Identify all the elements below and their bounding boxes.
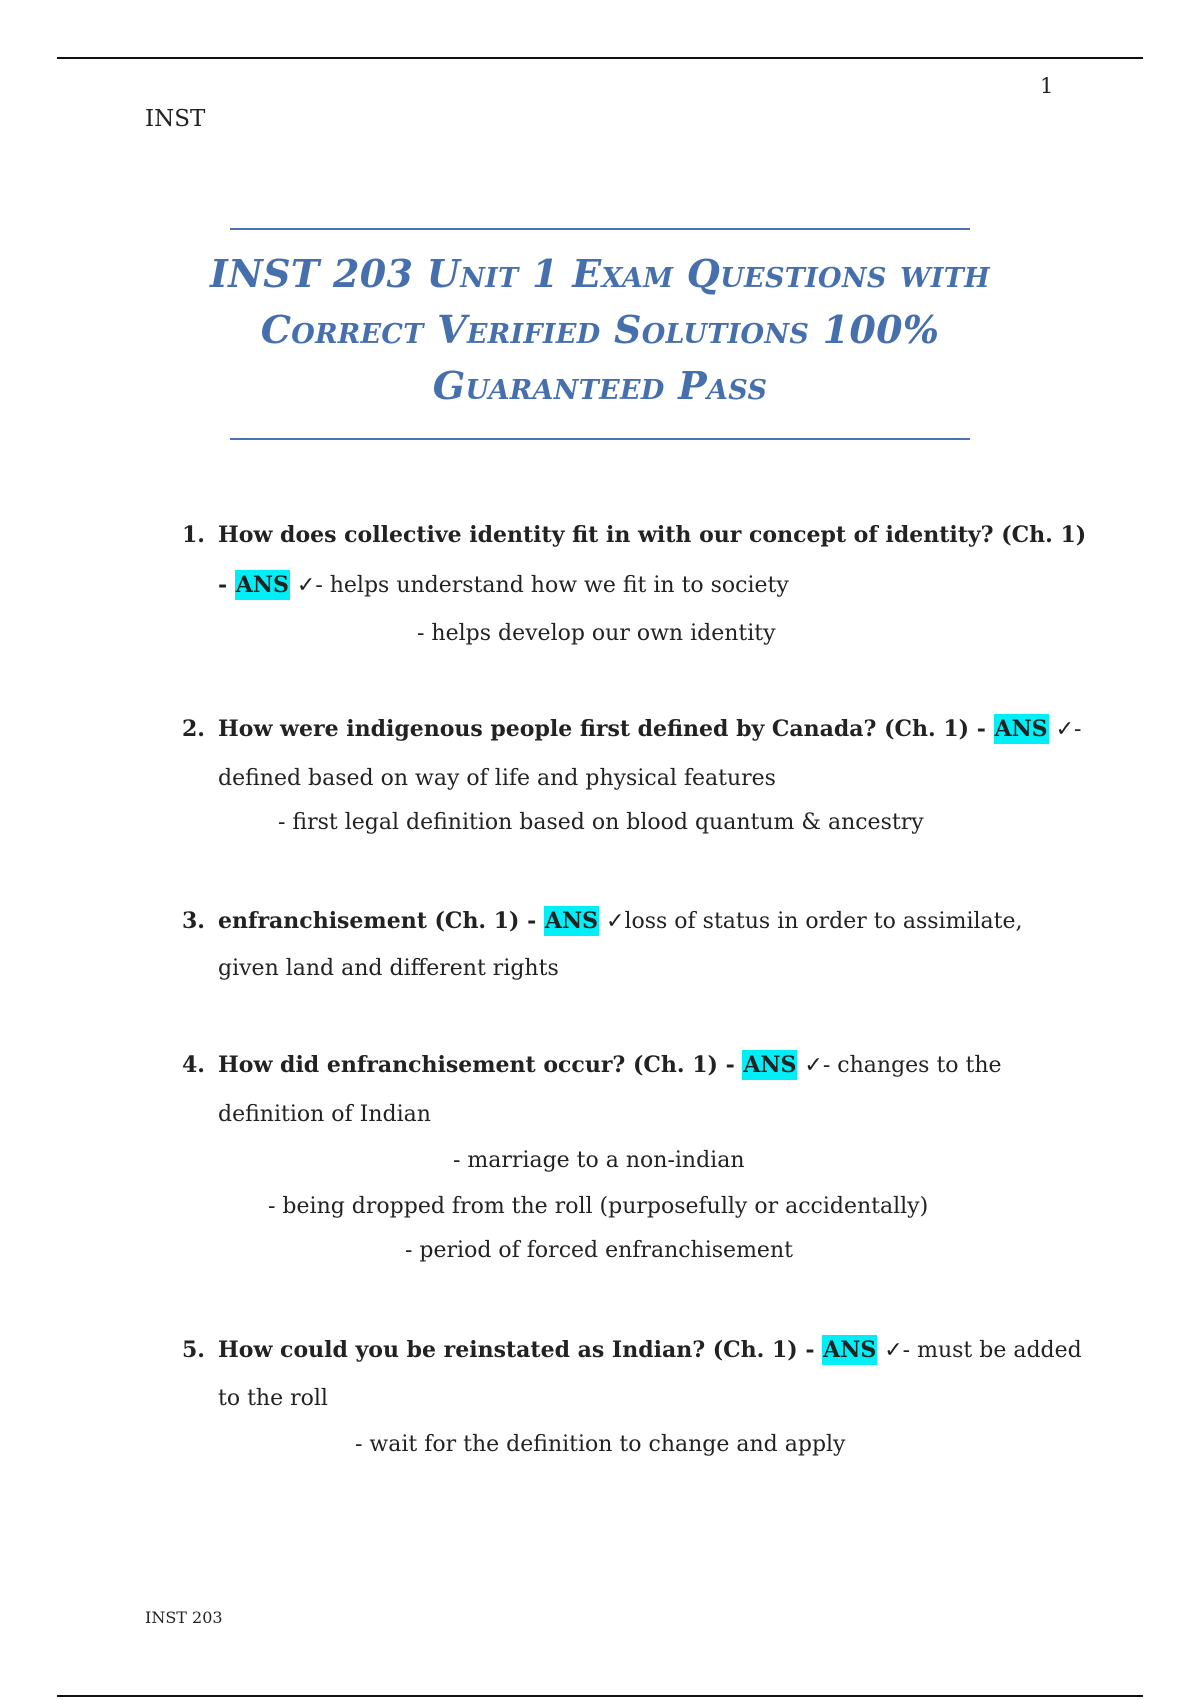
- question-line: [218, 1052, 1002, 1078]
- check-mark-icon: ✓: [877, 1338, 903, 1363]
- answer-text: defined based on way of life and physical features: [218, 766, 776, 791]
- title-line-3: Guaranteed Pass: [432, 363, 768, 408]
- document-title: [180, 246, 1020, 414]
- question-text: How does collective identity fit in with our concept of identity? (Ch. 1): [218, 522, 1087, 548]
- question-line: [218, 716, 1081, 742]
- check-mark-icon: ✓-: [1048, 717, 1082, 742]
- page-bottom-rule: [57, 1695, 1143, 1697]
- running-header: INST: [145, 106, 206, 132]
- answer-subline: - wait for the definition to change and apply: [355, 1432, 846, 1457]
- ans-badge: ANS: [743, 1052, 797, 1078]
- page-top-rule: [57, 57, 1143, 59]
- question-number: 5.: [182, 1337, 205, 1363]
- running-footer: INST 203: [145, 1608, 223, 1627]
- answer-text: definition of Indian: [218, 1102, 431, 1127]
- check-mark-icon: ✓: [797, 1053, 823, 1078]
- answer-text: to the roll: [218, 1386, 328, 1411]
- answer-subline: - marriage to a non-indian: [453, 1148, 745, 1173]
- answer-text: - helps understand how we fit in to society: [315, 573, 789, 598]
- title-line-2: Correct Verified Solutions 100%: [260, 307, 940, 352]
- title-line-1: INST 203 Unit 1 Exam Questions with: [210, 251, 990, 296]
- answer-subline: - being dropped from the roll (purposefully or accidentally): [268, 1194, 929, 1219]
- ans-badge: ANS: [994, 716, 1048, 742]
- question-number: 1.: [182, 522, 205, 548]
- answer-subline: - period of forced enfranchisement: [405, 1238, 793, 1263]
- check-mark-icon: ✓: [599, 909, 625, 934]
- question-text: How were indigenous people first defined by Canada? (Ch. 1) -: [218, 716, 994, 742]
- question-number: 3.: [182, 908, 205, 934]
- answer-text: given land and different rights: [218, 956, 559, 981]
- ans-badge: ANS: [823, 1337, 877, 1363]
- question-number: 2.: [182, 716, 205, 742]
- question-number: 4.: [182, 1052, 205, 1078]
- ans-badge: ANS: [235, 572, 289, 598]
- title-rule-bottom: [230, 438, 970, 440]
- ans-badge: ANS: [544, 908, 598, 934]
- answer-inline: - changes to the: [822, 1053, 1002, 1078]
- answer-inline: loss of status in order to assimilate,: [624, 909, 1023, 934]
- answer-prefix: -: [218, 572, 235, 598]
- answer-subline: - helps develop our own identity: [417, 621, 776, 646]
- question-line: [218, 908, 1023, 934]
- question-line: [218, 1337, 1082, 1363]
- answer-inline: - must be added: [902, 1338, 1082, 1363]
- check-mark-icon: ✓: [289, 573, 316, 598]
- answer-subline: - first legal definition based on blood quantum & ancestry: [278, 810, 924, 835]
- question-text: enfranchisement (Ch. 1) -: [218, 908, 544, 934]
- page-number: 1: [1040, 74, 1054, 98]
- question-text: How did enfranchisement occur? (Ch. 1) -: [218, 1052, 743, 1078]
- title-rule-top: [230, 228, 970, 230]
- answer-line: [218, 572, 789, 598]
- question-text: How could you be reinstated as Indian? (Ch. 1) -: [218, 1337, 823, 1363]
